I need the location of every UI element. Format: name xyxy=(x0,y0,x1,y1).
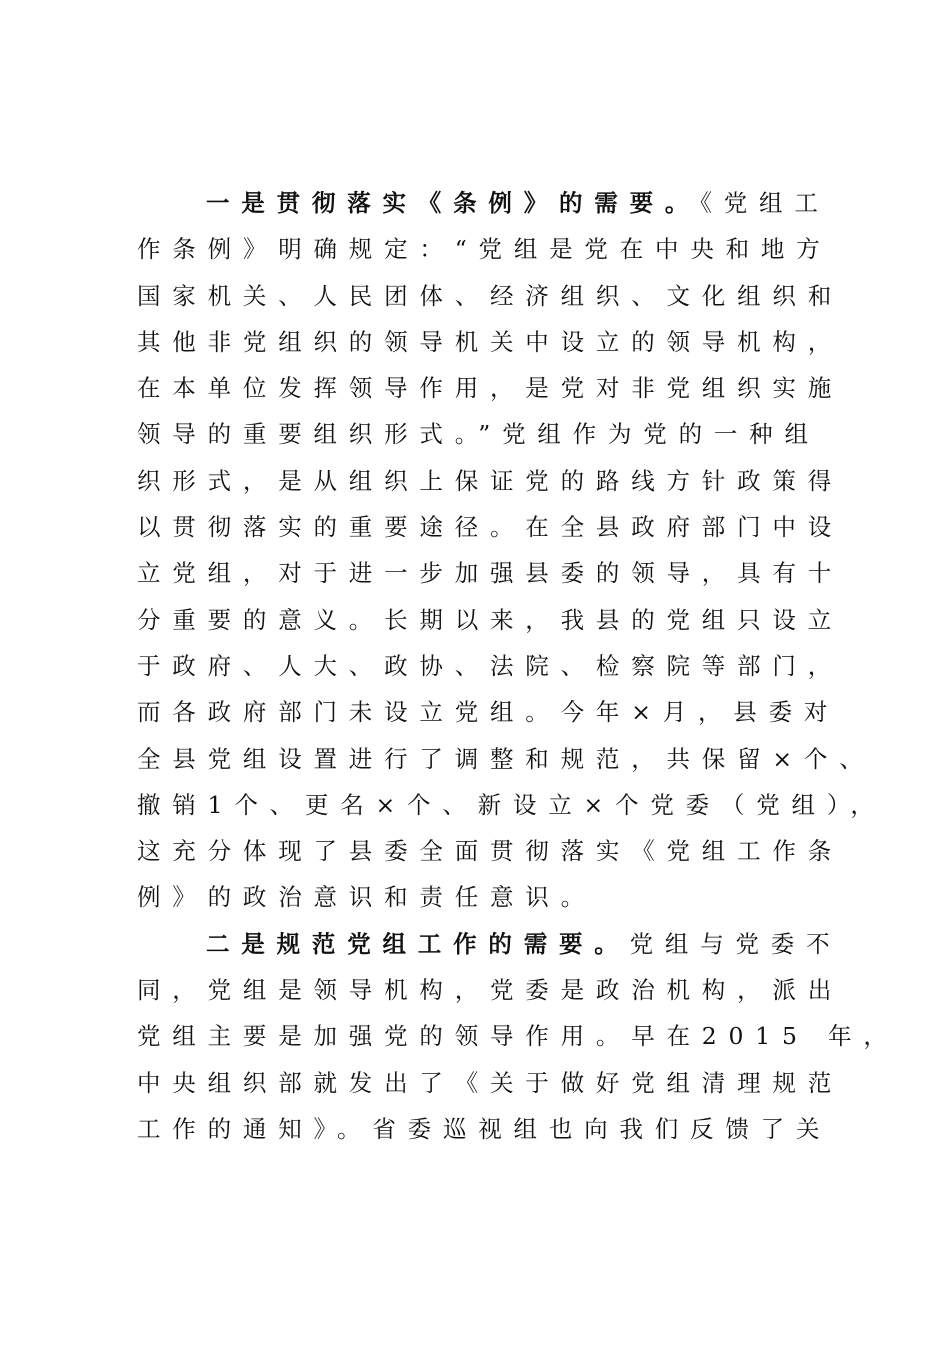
paragraph-1-line-6: 领导的重要组织形式。”党组作为党的一种组 xyxy=(137,420,820,449)
paragraph-2-text: 党组与党委不 xyxy=(629,929,842,958)
paragraph-1-line-10: 分重要的意义。长期以来，我县的党组只设立 xyxy=(137,605,843,634)
paragraph-2-line-4: 中央组织部就发出了《关于做好党组清理规范 xyxy=(137,1068,843,1097)
paragraph-1-line-11: 于政府、人大、政协、法院、检察院等部门， xyxy=(137,651,843,680)
paragraph-2-line-1 xyxy=(137,921,857,967)
paragraph-1-text: 《党组工 xyxy=(700,189,830,217)
paragraph-2-line-3: 党组主要是加强党的领导作用。早在2015 年， xyxy=(137,1022,899,1051)
paragraph-1-line-8: 以贯彻落实的重要途径。在全县政府部门中设 xyxy=(137,513,843,542)
paragraph-1-line-1 xyxy=(137,180,857,226)
paragraph-1-line-15: 这充分体现了县委全面贯彻落实《党组工作条 xyxy=(137,837,843,866)
paragraph-1-heading: 一是贯彻落实《条例》的需要。 xyxy=(206,189,701,217)
paragraph-1-line-9: 立党组，对于进一步加强县委的领导，具有十 xyxy=(137,559,843,588)
paragraph-2-line-2: 同，党组是领导机构，党委是政治机构，派出 xyxy=(137,976,843,1005)
paragraph-2-line-5: 工作的通知》。省委巡视组也向我们反馈了关 xyxy=(137,1114,832,1143)
paragraph-1-line-14: 撤销1个、更名×个、新设立×个党委（党组）， xyxy=(137,790,886,819)
paragraph-1-line-4: 其他非党组织的领导机关中设立的领导机构， xyxy=(137,327,843,356)
paragraph-1-line-3: 国家机关、人民团体、经济组织、文化组织和 xyxy=(137,281,843,310)
paragraph-1-line-13: 全县党组设置进行了调整和规范，共保留×个、 xyxy=(137,744,875,773)
paragraph-1-line-16: 例》的政治意识和责任意识。 xyxy=(137,883,596,912)
paragraph-1-line-5: 在本单位发挥领导作用，是党对非党组织实施 xyxy=(137,374,843,403)
paragraph-2-heading: 二是规范党组工作的需要。 xyxy=(206,929,630,958)
paragraph-1-line-7: 织形式，是从组织上保证党的路线方针政策得 xyxy=(137,466,843,495)
paragraph-1-line-2: 作条例》明确规定：“党组是党在中央和地方 xyxy=(137,235,832,264)
paragraph-1-line-12: 而各政府部门未设立党组。今年×月，县委对 xyxy=(137,698,840,727)
document-body xyxy=(137,180,899,1152)
